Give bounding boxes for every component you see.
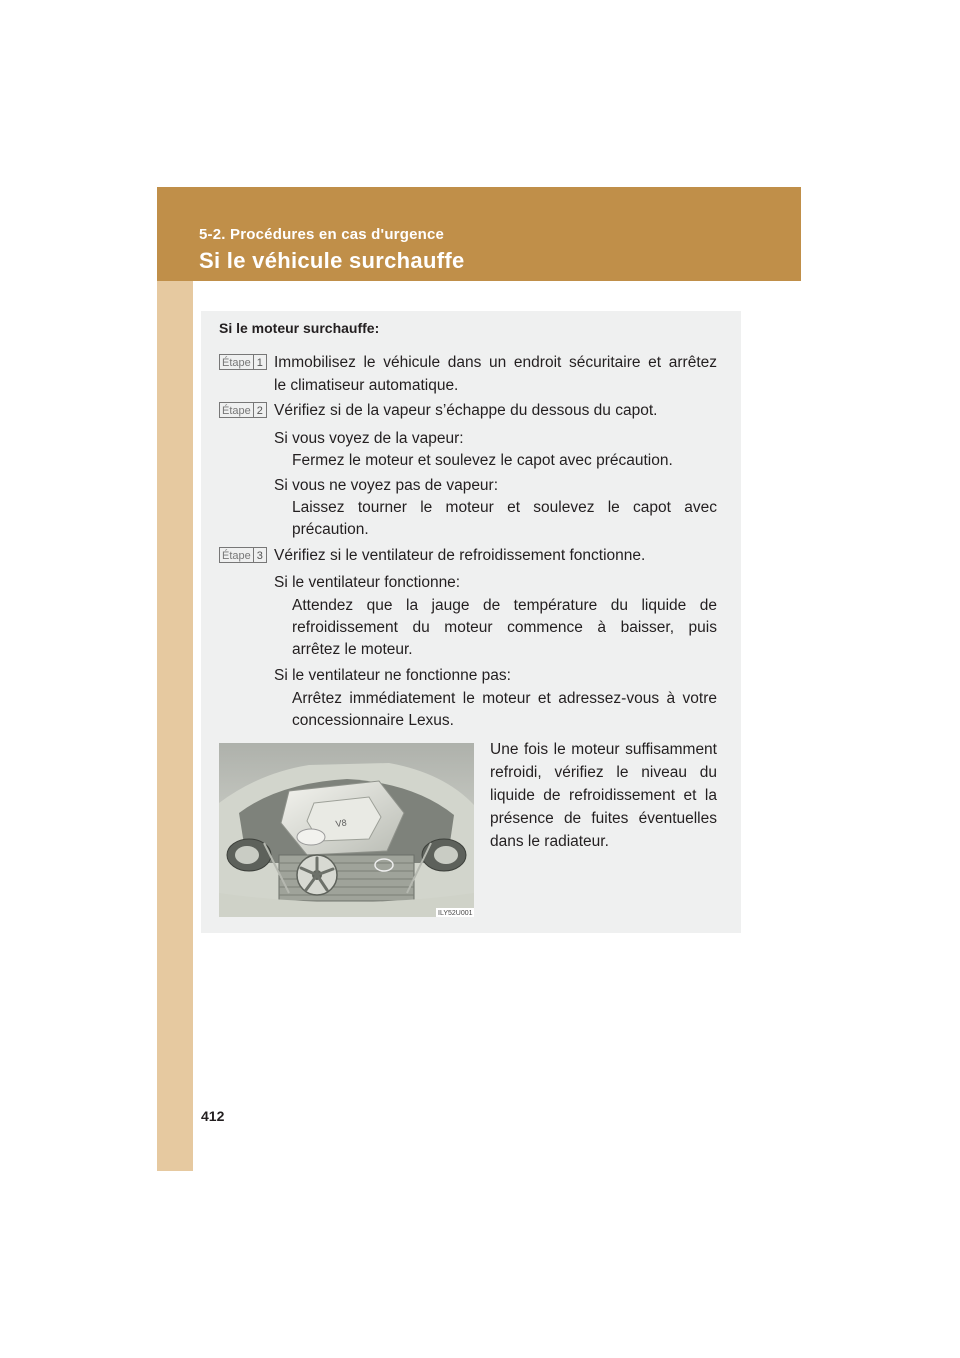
step-1-text-line-1: Immobilisez le véhicule dans un endroit sécuritaire et arrêtez bbox=[274, 354, 717, 371]
step-3-case-1-action-line-1: Attendez que la jauge de température du liquide de bbox=[292, 597, 717, 614]
step-2-case-1-condition: Si vous voyez de la vapeur: bbox=[274, 430, 464, 447]
step-3-case-1-action-line-2: refroidissement du moteur commence à baisser, puis bbox=[292, 619, 717, 636]
step-3-case-2-action-line-2: concessionnaire Lexus. bbox=[292, 712, 454, 729]
step-4-text-line-5: dans le radiateur. bbox=[490, 833, 609, 850]
step-3-text: Vérifiez si le ventilateur de refroidissement fonctionne. bbox=[274, 547, 646, 564]
step-badge-number: 3 bbox=[254, 547, 267, 563]
step-1-text-line-2: le climatiseur automatique. bbox=[274, 377, 459, 394]
step-badge-label: Étape bbox=[219, 547, 254, 563]
step-badge-3 bbox=[219, 547, 267, 563]
step-2-text: Vérifiez si de la vapeur s’échappe du dessous du capot. bbox=[274, 402, 658, 419]
page-number: 412 bbox=[201, 1108, 225, 1124]
engine-bay-illustration bbox=[219, 743, 474, 917]
step-badge-label: Étape bbox=[219, 354, 254, 370]
step-3-case-1-condition: Si le ventilateur fonctionne: bbox=[274, 574, 461, 591]
step-3-case-1-action-line-3: arrêtez le moteur. bbox=[292, 641, 413, 658]
step-2-case-2-action-line-2: précaution. bbox=[292, 521, 369, 538]
step-4-text-line-3: liquide de refroidissement et la bbox=[490, 787, 717, 804]
engine-bay-photo bbox=[219, 743, 474, 917]
step-2-case-2-action-line-1: Laissez tourner le moteur et soulevez le capot avec bbox=[292, 499, 717, 516]
step-3-case-2-condition: Si le ventilateur ne fonctionne pas: bbox=[274, 667, 511, 684]
subheading: Si le moteur surchauffe: bbox=[219, 320, 380, 336]
step-badge-number: 1 bbox=[254, 354, 267, 370]
step-badge-1 bbox=[219, 354, 267, 370]
step-4-text-line-1: Une fois le moteur suffisamment bbox=[490, 741, 717, 758]
step-4-text-line-2: refroidi, vérifiez le niveau du bbox=[490, 764, 717, 781]
chapter-tab-strip bbox=[157, 187, 193, 1171]
step-badge-number: 2 bbox=[254, 402, 267, 418]
step-badge-2 bbox=[219, 402, 267, 418]
engine-cover-label: V8 bbox=[334, 817, 348, 829]
image-code: ILY52U001 bbox=[438, 910, 473, 917]
step-2-case-1-action: Fermez le moteur et soulevez le capot avec précaution. bbox=[292, 452, 673, 469]
step-4-text-line-4: présence de fuites éventuelles bbox=[490, 810, 717, 827]
step-2-case-2-condition: Si vous ne voyez pas de vapeur: bbox=[274, 477, 499, 494]
section-heading: 5-2. Procédures en cas d'urgence bbox=[199, 226, 445, 243]
page-title: Si le véhicule surchauffe bbox=[199, 248, 465, 273]
step-3-case-2-action-line-1: Arrêtez immédiatement le moteur et adressez-vous à votre bbox=[292, 690, 717, 707]
step-badge-label: Étape bbox=[219, 402, 254, 418]
